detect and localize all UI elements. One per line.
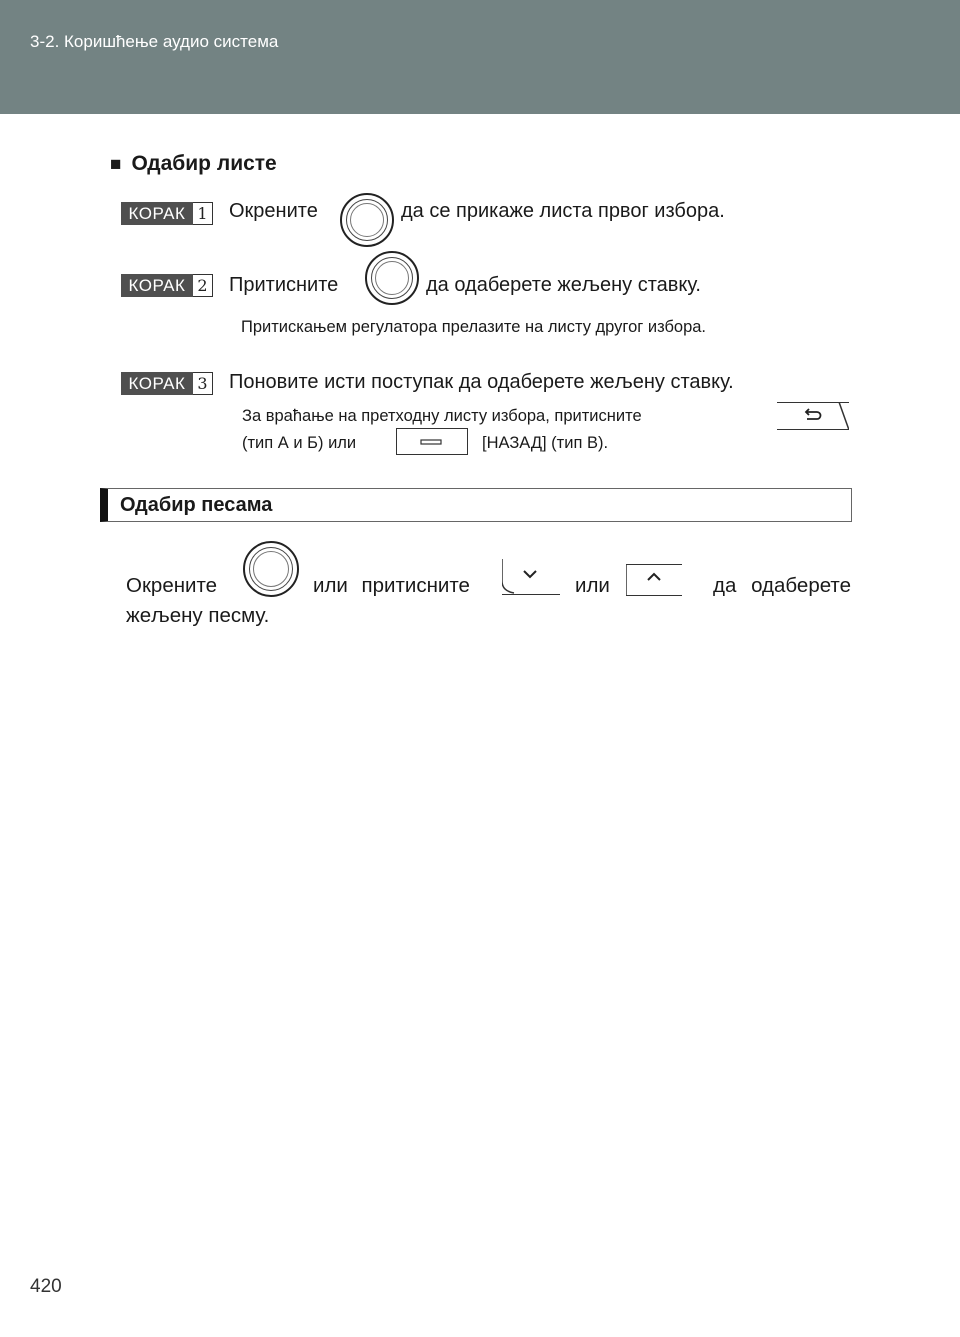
knob-icon: [340, 193, 394, 247]
back-arrow-icon: [777, 402, 849, 430]
subsection-title: Одабир песама: [120, 494, 273, 516]
page-number: 420: [30, 1276, 62, 1297]
step-number: 1: [193, 202, 213, 225]
step-label: КОРАК: [121, 274, 193, 297]
chevron-down-icon: [502, 559, 560, 595]
step-badge-2: [121, 274, 213, 297]
page-header: [0, 0, 960, 114]
song-paragraph-line2: жељену песму.: [126, 604, 270, 627]
chevron-up-icon: [626, 564, 682, 596]
step-3-note-line2b: [НАЗАД] (тип В).: [482, 434, 609, 452]
step-label: КОРАК: [121, 202, 193, 225]
song-paragraph-part-a: Окрените: [126, 574, 218, 597]
section-title: [110, 152, 277, 176]
step-2-text-before: Притисните: [229, 274, 339, 296]
step-number: 3: [193, 372, 213, 395]
step-label: КОРАК: [121, 372, 193, 395]
step-3-note-line2a: (тип А и Б) или: [242, 434, 357, 452]
subsection-header: [100, 488, 852, 522]
song-paragraph-part-d: да одаберете: [713, 574, 851, 597]
step-3-note-text: За враћање на претходну листу избора, притисните: [242, 407, 642, 425]
step-2-note: Притискањем регулатора прелазите на листу другог избора.: [241, 318, 707, 336]
chapter-title: 3-2. Коришћење аудио система: [30, 32, 279, 51]
knob-icon: [243, 541, 299, 597]
section-title-text: Одабир листе: [131, 152, 277, 175]
knob-icon: [365, 251, 419, 305]
song-paragraph-part-b: или притисните: [313, 574, 470, 597]
step-3-text: Поновите исти поступак да одаберете жељену ставку.: [229, 371, 734, 393]
step-badge-1: [121, 202, 213, 225]
song-paragraph-part-c: или: [575, 574, 610, 597]
step-3-note-line1: [242, 407, 770, 426]
step-number: 2: [193, 274, 213, 297]
step-1-text-after: да се прикаже листа првог избора.: [401, 200, 725, 222]
square-bullet-icon: ■: [110, 154, 122, 175]
step-2-text-after: да одаберете жељену ставку.: [426, 274, 701, 296]
minus-key-icon: [396, 428, 468, 455]
step-1-text-before: Окрените: [229, 200, 318, 222]
step-badge-3: [121, 372, 213, 395]
